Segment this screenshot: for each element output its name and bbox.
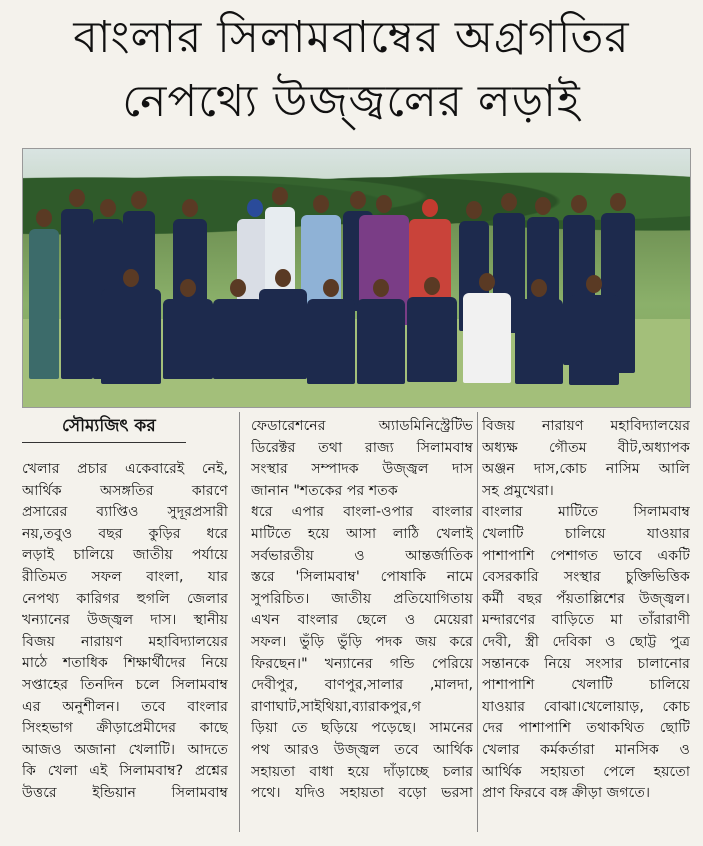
article-line: পথে। যদিও সহায়তা বড়ো ভরসা	[251, 785, 473, 802]
article-line: দের পাশাপাশি তথাকথিত ছোটি	[482, 720, 690, 737]
article-line: পাশাপাশি খেলাটি চালিয়ে	[482, 677, 690, 694]
article-line: নেপথ্য কারিগর হুগলি জেলার	[22, 590, 228, 607]
article-line: দেবী, স্ত্রী দেবিকা ও ছোট্ট পুত্র	[482, 633, 690, 650]
article-line: রাণাঘাট,সাইথিয়া,ব্যারাকপুর,গ	[251, 698, 422, 715]
article-line: যাওয়ার বোঝা।খেলোয়াড়, কোচ	[482, 698, 690, 715]
article-line: আর্থিক সহায়তা পেলে হয়তো	[482, 763, 690, 780]
article-line: ফিরছেন।" খন্যানের গন্ডি পেরিয়ে	[251, 655, 473, 672]
column-divider	[239, 412, 240, 832]
article-line: পথ আরও উজ্জ্বল তবে আর্থিক	[251, 741, 473, 758]
article-line: মাঠে শতাধিক শিক্ষার্থীদের নিয়ে	[22, 655, 228, 672]
article-line: মন্দারণের বাড়িতে মা তাঁরারাণী	[482, 612, 690, 629]
team-photo	[22, 148, 691, 408]
article-line: প্রসারের ব্যাপ্তিও সুদূরপ্রসারী	[22, 504, 228, 521]
article-line: সুপরিচিত। জাতীয় প্রতিযোগিতায়	[251, 590, 473, 607]
article-line: নয়,তবুও বছর কুড়ির ধরে	[22, 525, 228, 542]
article-column-3	[482, 416, 690, 805]
article-line: প্রাণ ফিরবে বঙ্গ ক্রীড়া জগতে।	[482, 785, 651, 802]
article-line: ফেডারেশনের অ্যাডমিনিস্ট্রেটিভ	[251, 418, 473, 434]
headline-line-2: নেপথ্যে উজ্জ্বলের লড়াই	[122, 76, 581, 127]
byline: সৌম্যজিৎ কর	[62, 416, 156, 436]
column-divider	[477, 412, 478, 832]
article-line: সফল। ভুঁড়ি ভুঁড়ি পদক জয় করে	[251, 633, 473, 650]
article-line: সহ প্রমুখেরা।	[482, 482, 554, 499]
article-line: খন্যানের উজ্জ্বল দাস। স্থানীয়	[22, 612, 228, 629]
article-line: বিজয় নারায়ণ মহাবিদ্যালয়ের	[482, 418, 690, 434]
article-line: অঞ্জন দাস,কোচ নাসিম আলি	[482, 461, 690, 478]
article-line: সপ্তাহের তিনদিন চলে সিলামবাম্ব	[22, 676, 228, 693]
article-line: বিজয় নারায়ণ মহাবিদ্যালয়ের	[22, 633, 228, 650]
article-line: দেবীপুর, বাণপুর,সালার ,মালদা,	[251, 677, 473, 694]
article-line: এর অনুশীলন। তবে বাংলার	[22, 698, 228, 715]
article-line: ড়িয়া তে ছড়িয়ে পড়েছে। সামনের	[251, 720, 473, 737]
article-column-1	[22, 459, 228, 805]
article-line: সহায়তা বাধা হয়ে দাঁড়াচ্ছে চলার	[251, 763, 473, 780]
article-line: সিংহভাগ ক্রীড়াপ্রেমীদের কাছে	[22, 720, 228, 737]
article-line: সন্তানকে নিয়ে সংসার চালানোর	[482, 655, 690, 672]
article-line: স্তরে 'সিলামবাম্ব' পোষাকি নামে	[251, 569, 473, 586]
article-line: সর্বভারতীয় ও আন্তর্জাতিক	[251, 547, 473, 564]
article-line: আজও অজানা খেলাটি। আদতে	[22, 741, 228, 758]
article-line: খেলাটি চালিয়ে যাওয়ার	[482, 525, 690, 542]
article-line: রীতিমত সফল বাংলা, যার	[22, 568, 228, 585]
article-line: সংস্থার সম্পাদক উজ্জ্বল দাস	[251, 461, 473, 478]
article-line: মাটিতে হয়ে আসা লাঠি খেলাই	[251, 525, 473, 542]
article-line: বাংলার মাটিতে সিলামবাম্ব	[482, 504, 690, 521]
article-line: পাশাপাশি পেশাগত ভাবে একটি	[482, 547, 690, 564]
article-line: কি খেলা এই সিলামবাম্ব? প্রশ্নের	[22, 763, 228, 780]
article-line: ডিরেক্টর তথা রাজ্য সিলামবাম্ব	[251, 439, 473, 456]
article-line: ধরে এপার বাংলা-ওপার বাংলার	[251, 504, 473, 521]
article-line: কর্মী বছর পঁয়তাল্লিশের উজ্জ্বল।	[482, 590, 690, 607]
article-line: খেলার কর্মকর্তারা মানসিক ও	[482, 741, 690, 758]
article-line: অধ্যক্ষ গৌতম বীট,অধ্যাপক	[482, 439, 690, 456]
article-line: জানান "শতকের পর শতক	[251, 482, 398, 499]
headline	[0, 6, 703, 146]
article-line: উত্তরে ইন্ডিয়ান সিলামবাম্ব	[22, 784, 228, 801]
article-line: এখন বাংলার ছেলে ও মেয়েরা	[251, 612, 473, 629]
article-line: আর্থিক অসঙ্গতির কারণে	[22, 482, 228, 499]
article-line: লড়াই চালিয়ে জাতীয় পর্যায়ে	[22, 547, 228, 564]
article-line: বেসরকারি সংস্থার চুক্তিভিত্তিক	[482, 569, 690, 586]
headline-line-1: বাংলার সিলামবাম্বের অগ্রগতির	[73, 12, 630, 63]
article-column-2	[251, 416, 473, 805]
article-line: খেলার প্রচার একেবারেই নেই,	[22, 461, 228, 477]
